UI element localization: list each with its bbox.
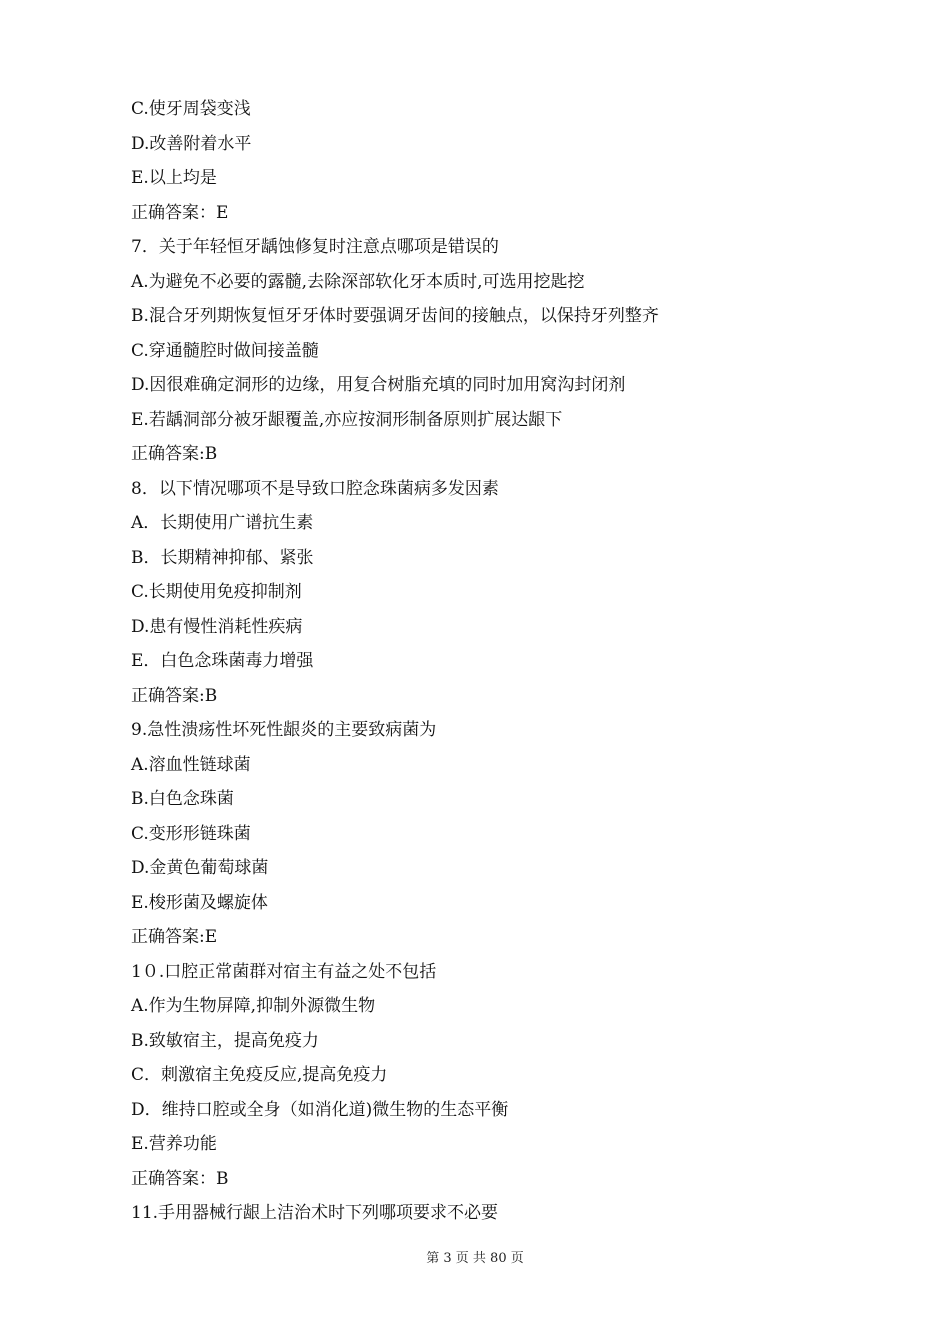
- answer-line: 正确答案:B: [131, 444, 218, 464]
- text-line: C.长期使用免疫抑制剂: [131, 582, 302, 602]
- text-line: D.因很难确定洞形的边缘，用复合树脂充填的同时加用窝沟封闭剂: [131, 375, 626, 395]
- text-line: E.若龋洞部分被牙龈覆盖,亦应按洞形制备原则扩展达龈下: [131, 409, 563, 430]
- question-line: 7．关于年轻恒牙龋蚀修复时注意点哪项是错误的: [131, 237, 499, 257]
- question-line: 1０.口腔正常菌群对宿主有益之处不包括: [131, 961, 437, 982]
- answer-line: 正确答案:B: [131, 685, 218, 706]
- text-line: E.梭形菌及螺旋体: [131, 892, 268, 913]
- text-line: B.致敏宿主，提高免疫力: [131, 1030, 319, 1051]
- text-line: A．长期使用广谱抗生素: [131, 513, 314, 533]
- text-line: D.患有慢性消耗性疾病: [131, 616, 303, 637]
- question-line: 8．以下情况哪项不是导致口腔念珠菌病多发因素: [131, 478, 499, 499]
- answer-line: 正确答案：B: [131, 1168, 229, 1189]
- question-text-block: [131, 96, 831, 1235]
- text-line: E.以上均是: [131, 168, 217, 188]
- question-line: 11.手用器械行龈上洁治术时下列哪项要求不必要: [131, 1203, 499, 1223]
- text-line: D.金黄色葡萄球菌: [131, 858, 269, 878]
- text-line: C.使牙周袋变浅: [131, 99, 251, 119]
- page-number-footer: 第 3 页 共 80 页: [426, 1251, 524, 1266]
- text-line: D．维持口腔或全身（如消化道)微生物的生态平衡: [131, 1099, 509, 1120]
- text-line: B．长期精神抑郁、紧张: [131, 547, 314, 568]
- text-line: B.混合牙列期恢复恒牙牙体时要强调牙齿间的接触点，以保持牙列整齐: [131, 306, 659, 326]
- text-line: B.白色念珠菌: [131, 789, 234, 809]
- text-line: A.为避免不必要的露髓,去除深部软化牙本质时,可选用挖匙挖: [131, 271, 585, 292]
- text-line: C.变形形链珠菌: [131, 823, 251, 844]
- text-line: E.营养功能: [131, 1134, 217, 1154]
- text-line: C．刺激宿主免疫反应,提高免疫力: [131, 1065, 388, 1085]
- answer-line: 正确答案:E: [131, 927, 218, 947]
- text-line: A.作为生物屏障,抑制外源微生物: [131, 996, 376, 1016]
- text-line: E．白色念珠菌毒力增强: [131, 651, 314, 671]
- text-line: A.溶血性链球菌: [131, 754, 251, 775]
- question-line: 9.急性溃疡性坏死性龈炎的主要致病菌为: [131, 720, 437, 740]
- text-line: C.穿通髓腔时做间接盖髓: [131, 340, 319, 361]
- answer-line: 正确答案：E: [131, 202, 229, 223]
- text-line: D.改善附着水平: [131, 133, 252, 154]
